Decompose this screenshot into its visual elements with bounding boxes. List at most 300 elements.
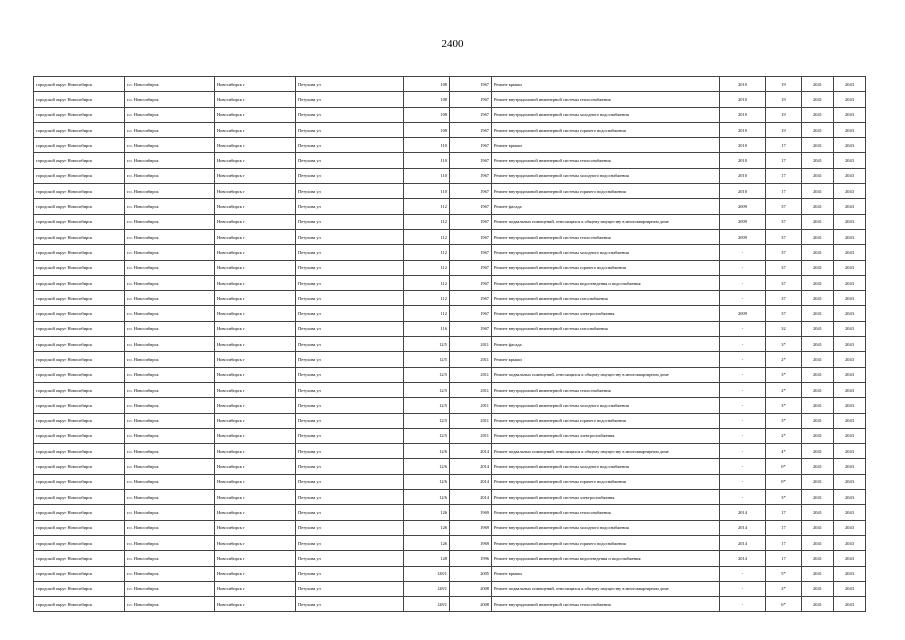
year-built-cell: 2011 [450,382,492,397]
wear-cell: 3* [766,413,802,428]
year-built-cell: 1967 [450,92,492,107]
last-repair-year-cell: - [720,367,766,382]
work-type-cell: Ремонт подвальных помещений, относящихся к общему имуществу в многоквартирном доме [492,214,720,229]
last-repair-year-cell: - [720,352,766,367]
district-cell: г.о. Новосибирск [125,597,215,612]
work-type-cell: Ремонт подвальных помещений, относящихся к общему имуществу в многоквартирном доме [492,581,720,596]
house-cell: 110 [404,138,450,153]
municipality-cell: городской округ Новосибирск [34,275,125,290]
last-repair-year-cell: 2010 [720,153,766,168]
plan-end-cell: 2043 [834,382,866,397]
work-type-cell: Ремонт подвальных помещений, относящихся к общему имуществу в многоквартирном доме [492,367,720,382]
city-cell: Новосибирск г [215,597,296,612]
year-built-cell: 2008 [450,597,492,612]
work-type-cell: Ремонт фасада [492,199,720,214]
year-built-cell: 1967 [450,275,492,290]
plan-end-cell: 2043 [834,367,866,382]
plan-start-cell: 2041 [802,122,834,137]
house-cell: 112 [404,275,450,290]
work-type-cell: Ремонт внутридомовой инженерной системы теплоснабжения [492,382,720,397]
year-built-cell: 2014 [450,474,492,489]
house-cell: 116 [404,321,450,336]
house-cell: 112 [404,199,450,214]
house-cell: 112 [404,214,450,229]
street-cell: Петухова ул [296,428,404,443]
wear-cell: 37 [766,229,802,244]
district-cell: г.о. Новосибирск [125,337,215,352]
plan-end-cell: 2043 [834,291,866,306]
table-row [34,184,866,199]
district-cell: г.о. Новосибирск [125,245,215,260]
wear-cell: 37 [766,306,802,321]
wear-cell: 6* [766,597,802,612]
table-row [34,229,866,244]
house-cell: 112 [404,245,450,260]
street-cell: Петухова ул [296,520,404,535]
municipality-cell: городской округ Новосибирск [34,428,125,443]
municipality-cell: городской округ Новосибирск [34,505,125,520]
plan-end-cell: 2043 [834,122,866,137]
plan-start-cell: 2041 [802,199,834,214]
table-row [34,138,866,153]
table-row [34,520,866,535]
plan-end-cell: 2043 [834,566,866,581]
year-built-cell: 1967 [450,184,492,199]
city-cell: Новосибирск г [215,275,296,290]
work-type-cell: Ремонт внутридомовой инженерной системы холодного водоснабжения [492,245,720,260]
last-repair-year-cell: 2014 [720,551,766,566]
street-cell: Петухова ул [296,444,404,459]
table-row [34,459,866,474]
house-cell: 12/6 [404,459,450,474]
house-cell: 110 [404,168,450,183]
year-built-cell: 1967 [450,229,492,244]
city-cell: Новосибирск г [215,214,296,229]
table-row [34,168,866,183]
last-repair-year-cell: - [720,321,766,336]
last-repair-year-cell: - [720,490,766,505]
district-cell: г.о. Новосибирск [125,490,215,505]
last-repair-year-cell: - [720,459,766,474]
house-cell: 12/5 [404,367,450,382]
city-cell: Новосибирск г [215,184,296,199]
work-type-cell: Ремонт внутридомовой инженерной системы водоотведения и водоснабжения [492,551,720,566]
table-row [34,535,866,550]
capital-repair-table [33,76,866,612]
last-repair-year-cell: 2014 [720,520,766,535]
year-built-cell: 1969 [450,520,492,535]
street-cell: Петухова ул [296,505,404,520]
year-built-cell: 2014 [450,490,492,505]
wear-cell: 3* [766,490,802,505]
plan-end-cell: 2043 [834,490,866,505]
city-cell: Новосибирск г [215,398,296,413]
city-cell: Новосибирск г [215,306,296,321]
district-cell: г.о. Новосибирск [125,138,215,153]
last-repair-year-cell: 2009 [720,199,766,214]
city-cell: Новосибирск г [215,367,296,382]
district-cell: г.о. Новосибирск [125,459,215,474]
table-row [34,597,866,612]
street-cell: Петухова ул [296,581,404,596]
street-cell: Петухова ул [296,214,404,229]
plan-start-cell: 2041 [802,275,834,290]
work-type-cell: Ремонт внутридомовой инженерной системы электроснабжения [492,490,720,505]
street-cell: Петухова ул [296,306,404,321]
plan-end-cell: 2043 [834,184,866,199]
wear-cell: 5* [766,566,802,581]
last-repair-year-cell: - [720,597,766,612]
street-cell: Петухова ул [296,92,404,107]
plan-end-cell: 2043 [834,398,866,413]
plan-end-cell: 2043 [834,581,866,596]
street-cell: Петухова ул [296,597,404,612]
table-row [34,444,866,459]
plan-start-cell: 2041 [802,444,834,459]
year-built-cell: 1967 [450,168,492,183]
street-cell: Петухова ул [296,367,404,382]
plan-start-cell: 2041 [802,229,834,244]
plan-start-cell: 2041 [802,551,834,566]
house-cell: 108 [404,92,450,107]
municipality-cell: городской округ Новосибирск [34,107,125,122]
municipality-cell: городской округ Новосибирск [34,199,125,214]
wear-cell: 0* [766,459,802,474]
last-repair-year-cell: 2009 [720,229,766,244]
house-cell: 108 [404,122,450,137]
year-built-cell: 2008 [450,581,492,596]
last-repair-year-cell: - [720,581,766,596]
street-cell: Петухова ул [296,122,404,137]
plan-start-cell: 2041 [802,474,834,489]
work-type-cell: Ремонт внутридомовой инженерной системы теплоснабжения [492,153,720,168]
last-repair-year-cell: 2014 [720,505,766,520]
city-cell: Новосибирск г [215,474,296,489]
street-cell: Петухова ул [296,413,404,428]
work-type-cell: Ремонт внутридомовой инженерной системы горячего водоснабжения [492,260,720,275]
last-repair-year-cell: - [720,444,766,459]
wear-cell: 17 [766,505,802,520]
city-cell: Новосибирск г [215,229,296,244]
house-cell: 12/5 [404,428,450,443]
municipality-cell: городской округ Новосибирск [34,551,125,566]
table-row [34,566,866,581]
year-built-cell: 2011 [450,428,492,443]
district-cell: г.о. Новосибирск [125,229,215,244]
house-cell: 128/1 [404,566,450,581]
district-cell: г.о. Новосибирск [125,505,215,520]
house-cell: 128/1 [404,597,450,612]
year-built-cell: 1969 [450,505,492,520]
year-built-cell: 1967 [450,107,492,122]
wear-cell: 2* [766,581,802,596]
wear-cell: 17 [766,520,802,535]
municipality-cell: городской округ Новосибирск [34,490,125,505]
table-row [34,214,866,229]
work-type-cell: Ремонт внутридомовой инженерной системы горячего водоснабжения [492,413,720,428]
wear-cell: 0* [766,474,802,489]
work-type-cell: Ремонт внутридомовой инженерной системы горячего водоснабжения [492,184,720,199]
municipality-cell: городской округ Новосибирск [34,260,125,275]
plan-start-cell: 2041 [802,77,834,92]
last-repair-year-cell: 2009 [720,306,766,321]
house-cell: 126 [404,505,450,520]
plan-start-cell: 2041 [802,459,834,474]
city-cell: Новосибирск г [215,107,296,122]
work-type-cell: Ремонт внутридомовой инженерной системы электроснабжения [492,306,720,321]
wear-cell: 17 [766,184,802,199]
district-cell: г.о. Новосибирск [125,428,215,443]
city-cell: Новосибирск г [215,459,296,474]
table-row [34,199,866,214]
municipality-cell: городской округ Новосибирск [34,321,125,336]
municipality-cell: городской округ Новосибирск [34,520,125,535]
district-cell: г.о. Новосибирск [125,184,215,199]
municipality-cell: городской округ Новосибирск [34,581,125,596]
district-cell: г.о. Новосибирск [125,214,215,229]
street-cell: Петухова ул [296,551,404,566]
table-row [34,367,866,382]
street-cell: Петухова ул [296,260,404,275]
table-row [34,245,866,260]
table-row [34,153,866,168]
work-type-cell: Ремонт внутридомовой инженерной системы электроснабжения [492,428,720,443]
district-cell: г.о. Новосибирск [125,199,215,214]
wear-cell: 17 [766,168,802,183]
city-cell: Новосибирск г [215,352,296,367]
house-cell: 112 [404,306,450,321]
table-row [34,413,866,428]
plan-end-cell: 2043 [834,597,866,612]
plan-start-cell: 2041 [802,153,834,168]
plan-start-cell: 2041 [802,535,834,550]
municipality-cell: городской округ Новосибирск [34,444,125,459]
district-cell: г.о. Новосибирск [125,367,215,382]
plan-start-cell: 2041 [802,382,834,397]
plan-start-cell: 2041 [802,321,834,336]
city-cell: Новосибирск г [215,321,296,336]
district-cell: г.о. Новосибирск [125,398,215,413]
street-cell: Петухова ул [296,107,404,122]
municipality-cell: городской округ Новосибирск [34,245,125,260]
district-cell: г.о. Новосибирск [125,260,215,275]
municipality-cell: городской округ Новосибирск [34,474,125,489]
municipality-cell: городской округ Новосибирск [34,214,125,229]
street-cell: Петухова ул [296,352,404,367]
district-cell: г.о. Новосибирск [125,382,215,397]
table-row [34,337,866,352]
wear-cell: 19 [766,77,802,92]
city-cell: Новосибирск г [215,260,296,275]
wear-cell: 3* [766,367,802,382]
work-type-cell: Ремонт внутридомовой инженерной системы водоотведения и водоснабжения [492,275,720,290]
municipality-cell: городской округ Новосибирск [34,337,125,352]
year-built-cell: 2011 [450,413,492,428]
plan-end-cell: 2043 [834,428,866,443]
year-built-cell: 2011 [450,352,492,367]
city-cell: Новосибирск г [215,138,296,153]
last-repair-year-cell: 2010 [720,168,766,183]
city-cell: Новосибирск г [215,444,296,459]
city-cell: Новосибирск г [215,428,296,443]
wear-cell: 17 [766,551,802,566]
plan-end-cell: 2043 [834,459,866,474]
page-number: 2400 [441,38,464,50]
house-cell: 12/5 [404,413,450,428]
house-cell: 128/1 [404,581,450,596]
municipality-cell: городской округ Новосибирск [34,398,125,413]
street-cell: Петухова ул [296,229,404,244]
house-cell: 112 [404,260,450,275]
house-cell: 12/5 [404,382,450,397]
table-row [34,352,866,367]
plan-start-cell: 2041 [802,413,834,428]
year-built-cell: 1967 [450,138,492,153]
last-repair-year-cell: - [720,413,766,428]
plan-end-cell: 2043 [834,214,866,229]
city-cell: Новосибирск г [215,153,296,168]
year-built-cell: 2005 [450,566,492,581]
plan-end-cell: 2043 [834,153,866,168]
work-type-cell: Ремонт внутридомовой инженерной системы горячего водоснабжения [492,474,720,489]
table-row [34,291,866,306]
plan-start-cell: 2041 [802,260,834,275]
plan-start-cell: 2041 [802,352,834,367]
work-type-cell: Ремонт внутридомовой инженерной системы холодного водоснабжения [492,459,720,474]
plan-start-cell: 2041 [802,138,834,153]
municipality-cell: городской округ Новосибирск [34,382,125,397]
last-repair-year-cell: 2010 [720,107,766,122]
district-cell: г.о. Новосибирск [125,107,215,122]
last-repair-year-cell: 2010 [720,122,766,137]
year-built-cell: 1967 [450,153,492,168]
city-cell: Новосибирск г [215,535,296,550]
plan-end-cell: 2043 [834,352,866,367]
district-cell: г.о. Новосибирск [125,321,215,336]
last-repair-year-cell: - [720,474,766,489]
table-row [34,428,866,443]
table-row [34,581,866,596]
house-cell: 126 [404,520,450,535]
plan-start-cell: 2041 [802,581,834,596]
plan-end-cell: 2043 [834,229,866,244]
plan-end-cell: 2043 [834,92,866,107]
last-repair-year-cell: - [720,398,766,413]
wear-cell: 19 [766,92,802,107]
plan-start-cell: 2041 [802,245,834,260]
plan-end-cell: 2043 [834,505,866,520]
plan-start-cell: 2041 [802,107,834,122]
wear-cell: 19 [766,122,802,137]
wear-cell: 17 [766,138,802,153]
house-cell: 128 [404,551,450,566]
work-type-cell: Ремонт внутридомовой инженерной системы холодного водоснабжения [492,168,720,183]
plan-start-cell: 2041 [802,428,834,443]
plan-start-cell: 2041 [802,490,834,505]
district-cell: г.о. Новосибирск [125,306,215,321]
municipality-cell: городской округ Новосибирск [34,168,125,183]
year-built-cell: 1967 [450,321,492,336]
city-cell: Новосибирск г [215,413,296,428]
plan-start-cell: 2041 [802,566,834,581]
district-cell: г.о. Новосибирск [125,566,215,581]
table-row [34,505,866,520]
work-type-cell: Ремонт подвальных помещений, относящихся к общему имуществу в многоквартирном доме [492,444,720,459]
city-cell: Новосибирск г [215,581,296,596]
table-row [34,321,866,336]
district-cell: г.о. Новосибирск [125,413,215,428]
last-repair-year-cell: 2009 [720,214,766,229]
plan-end-cell: 2043 [834,337,866,352]
year-built-cell: 1967 [450,291,492,306]
municipality-cell: городской округ Новосибирск [34,184,125,199]
city-cell: Новосибирск г [215,520,296,535]
street-cell: Петухова ул [296,474,404,489]
year-built-cell: 1969 [450,535,492,550]
work-type-cell: Ремонт внутридомовой инженерной системы холодного водоснабжения [492,398,720,413]
wear-cell: 37 [766,275,802,290]
street-cell: Петухова ул [296,321,404,336]
table-body [34,77,866,612]
year-built-cell: 1967 [450,77,492,92]
work-type-cell: Ремонт внутридомовой инженерной системы теплоснабжения [492,597,720,612]
year-built-cell: 2011 [450,398,492,413]
wear-cell: 32 [766,321,802,336]
street-cell: Петухова ул [296,138,404,153]
table-row [34,490,866,505]
plan-start-cell: 2041 [802,597,834,612]
last-repair-year-cell: - [720,260,766,275]
work-type-cell: Ремонт крыши [492,566,720,581]
plan-end-cell: 2043 [834,535,866,550]
table-row [34,382,866,397]
last-repair-year-cell: - [720,275,766,290]
year-built-cell: 1967 [450,245,492,260]
house-cell: 110 [404,184,450,199]
municipality-cell: городской округ Новосибирск [34,367,125,382]
district-cell: г.о. Новосибирск [125,444,215,459]
municipality-cell: городской округ Новосибирск [34,229,125,244]
street-cell: Петухова ул [296,291,404,306]
street-cell: Петухова ул [296,337,404,352]
work-type-cell: Ремонт внутридомовой инженерной системы газоснабжения [492,321,720,336]
house-cell: 112 [404,291,450,306]
municipality-cell: городской округ Новосибирск [34,352,125,367]
wear-cell: 2* [766,352,802,367]
last-repair-year-cell: 2010 [720,138,766,153]
last-repair-year-cell: - [720,291,766,306]
district-cell: г.о. Новосибирск [125,352,215,367]
plan-end-cell: 2043 [834,168,866,183]
municipality-cell: городской округ Новосибирск [34,566,125,581]
district-cell: г.о. Новосибирск [125,581,215,596]
wear-cell: 37 [766,245,802,260]
municipality-cell: городской округ Новосибирск [34,459,125,474]
city-cell: Новосибирск г [215,77,296,92]
plan-start-cell: 2041 [802,306,834,321]
plan-end-cell: 2043 [834,199,866,214]
district-cell: г.о. Новосибирск [125,291,215,306]
work-type-cell: Ремонт крыши [492,352,720,367]
table-row [34,122,866,137]
year-built-cell: 1967 [450,214,492,229]
last-repair-year-cell: - [720,566,766,581]
city-cell: Новосибирск г [215,337,296,352]
last-repair-year-cell: - [720,337,766,352]
house-cell: 12/5 [404,337,450,352]
municipality-cell: городской округ Новосибирск [34,153,125,168]
year-built-cell: 1967 [450,199,492,214]
